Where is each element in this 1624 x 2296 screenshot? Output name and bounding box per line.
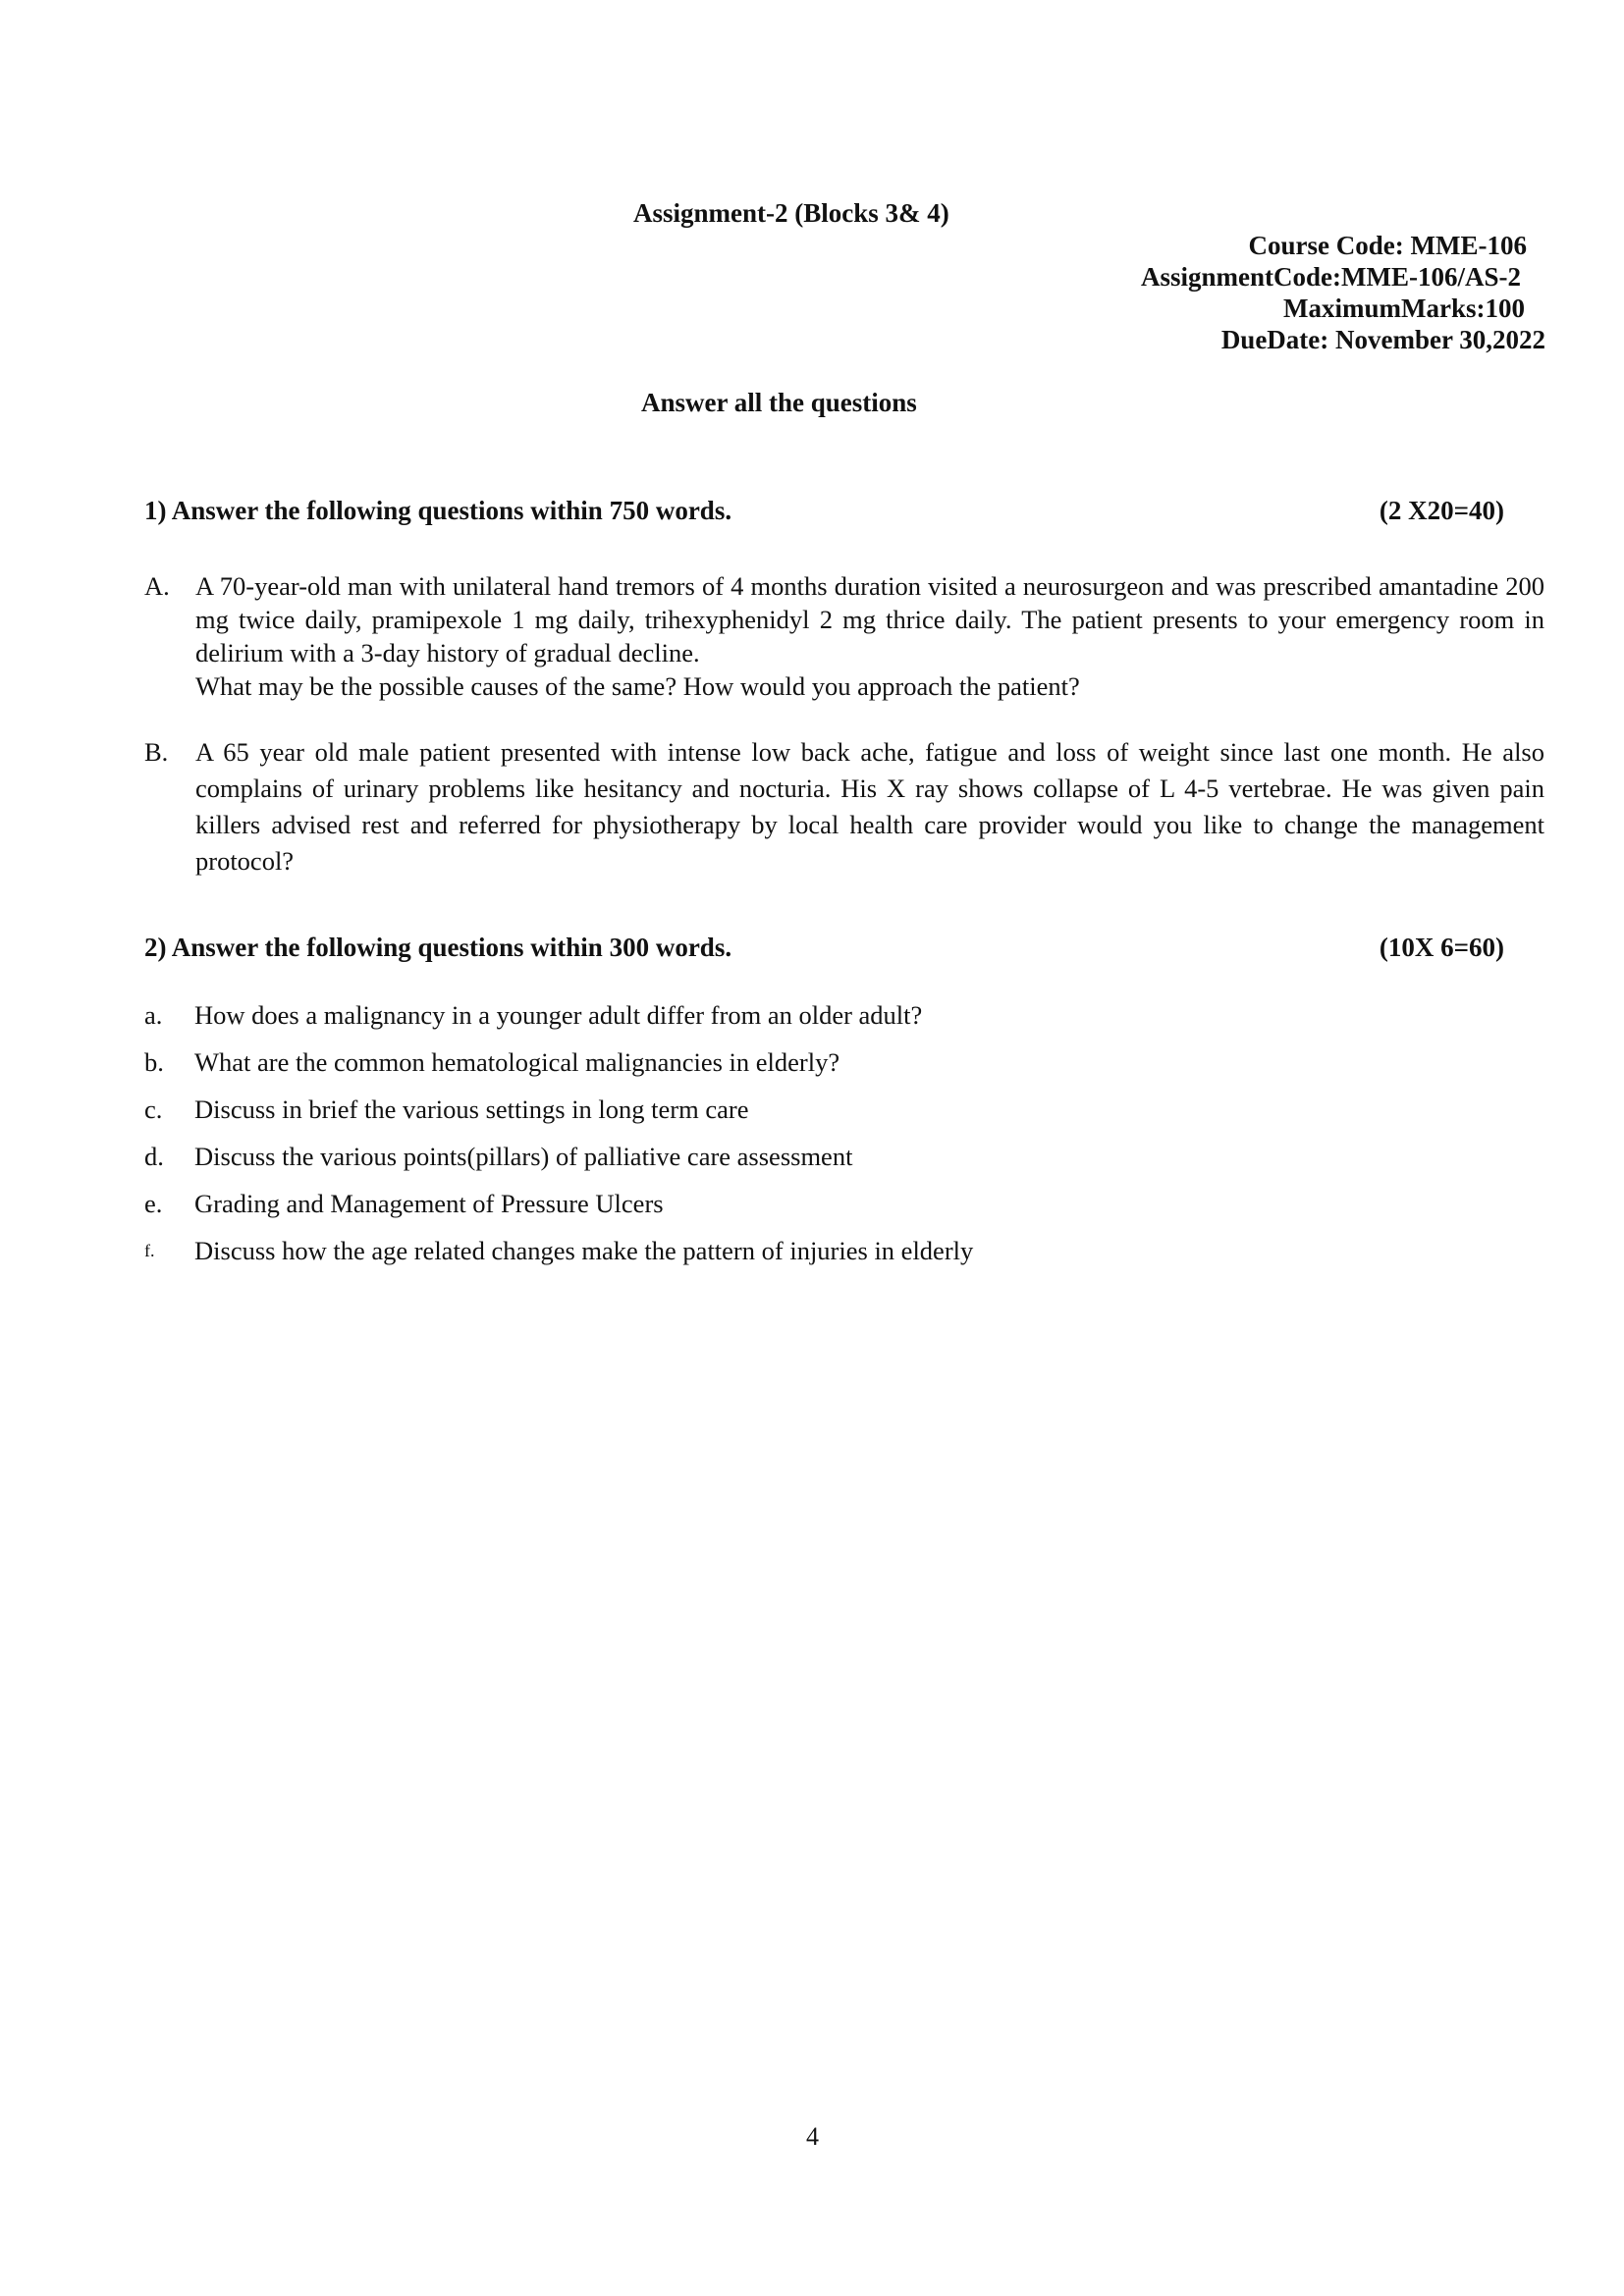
list-item xyxy=(144,1133,973,1180)
case-a-text: A 70-year-old man with unilateral hand tremors of 4 months duration visited a neurosurgeon and was prescribed amantadine 200 mg twice daily, pramipexole 1 mg daily, trihexyphenidyl 2 mg thrice daily. The patient presents to your emergency room in delirium with a 3-day history of gradual decline. xyxy=(195,571,1544,667)
list-item xyxy=(144,1180,973,1227)
instruction-heading: Answer all the questions xyxy=(641,388,917,417)
case-b-label: B. xyxy=(144,737,169,767)
list-item xyxy=(144,991,973,1039)
section1-title: 1) Answer the following questions within 750 words. xyxy=(144,496,732,525)
case-a xyxy=(144,569,1544,703)
list-item-label: c. xyxy=(144,1095,163,1124)
maximum-marks: MaximumMarks:100 xyxy=(1283,294,1525,323)
due-date: DueDate: November 30,2022 xyxy=(1220,325,1545,354)
list-item xyxy=(144,1039,973,1086)
list-item-text: What are the common hematological malignancies in elderly? xyxy=(194,1047,840,1077)
case-b xyxy=(144,734,1544,880)
list-item-label: b. xyxy=(144,1047,164,1077)
page-number: 4 xyxy=(806,2122,819,2151)
list-item-label: f. xyxy=(144,1241,155,1260)
list-item xyxy=(144,1227,973,1274)
case-a-question: What may be the possible causes of the same? How would you approach the patient? xyxy=(195,671,1080,701)
short-question-list xyxy=(144,991,973,1274)
list-item-text: Discuss how the age related changes make the pattern of injuries in elderly xyxy=(194,1236,974,1265)
list-item-text: Discuss the various points(pillars) of palliative care assessment xyxy=(194,1142,853,1171)
list-item-text: Discuss in brief the various settings in long term care xyxy=(194,1095,749,1124)
course-code: Course Code: MME-106 xyxy=(1248,231,1527,260)
list-item-text: How does a malignancy in a younger adult differ from an older adult? xyxy=(194,1000,923,1030)
course-info-block xyxy=(1141,230,1545,355)
assignment-code: AssignmentCode:MME-106/AS-2 xyxy=(1141,262,1521,292)
list-item-label: d. xyxy=(144,1142,164,1171)
case-b-text: A 65 year old male patient presented with intense low back ache, fatigue and loss of weight since last one month. He also complains of urinary problems like hesitancy and nocturia. His X ray shows collapse of L 4-5 vertebrae. He was given pain killers advised rest and referred for physiotherapy by local health care provider would you like to change the management protocol? xyxy=(195,737,1544,876)
case-a-label: A. xyxy=(144,571,170,601)
list-item xyxy=(144,1086,973,1133)
list-item-label: a. xyxy=(144,1000,163,1030)
assignment-title: Assignment-2 (Blocks 3& 4) xyxy=(633,198,949,228)
section2-title: 2) Answer the following questions within 300 words. xyxy=(144,933,732,962)
section2-marks: (10X 6=60) xyxy=(1379,933,1504,962)
section1-marks: (2 X20=40) xyxy=(1379,496,1504,525)
list-item-text: Grading and Management of Pressure Ulcers xyxy=(194,1189,664,1218)
list-item-label: e. xyxy=(144,1189,163,1218)
